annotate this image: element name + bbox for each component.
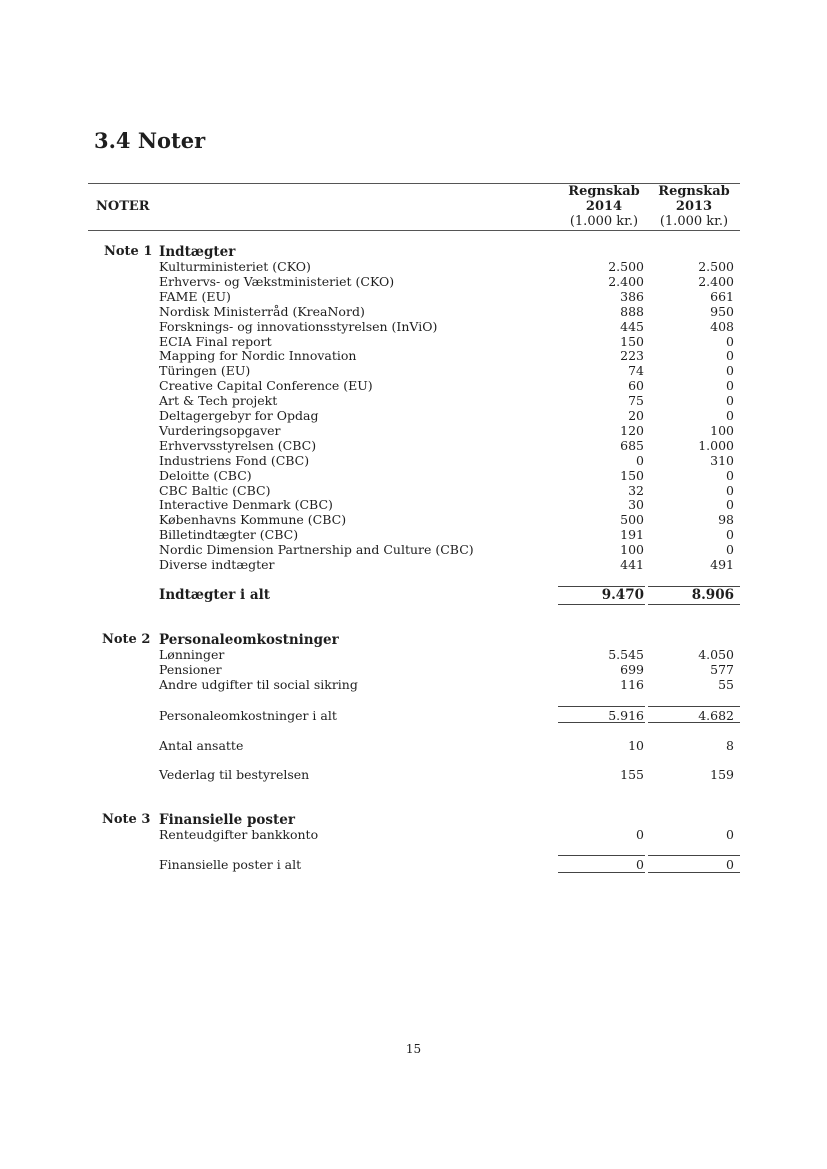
row-label: Mapping for Nordic Innovation	[159, 348, 357, 364]
row-value-2014: 30	[628, 497, 644, 513]
row-label: Deloitte (CBC)	[159, 467, 252, 483]
page-number: 15	[405, 1042, 422, 1056]
row-label: Renteudgifter bankkonto	[159, 827, 319, 842]
row-value-2014: 32	[628, 482, 644, 498]
row-label: Andre udgifter til social sikring	[159, 676, 358, 692]
row-value-2014: 75	[628, 393, 644, 409]
total-underline-2013	[648, 604, 740, 605]
row-value-2014: 0	[636, 452, 644, 468]
header-bottom-rule	[88, 230, 740, 231]
row-value-2013: 2.500	[698, 259, 734, 274]
note-1-label: Note 1	[104, 244, 153, 259]
row-label: Interactive Denmark (CBC)	[159, 497, 333, 513]
total-underline-2014	[558, 604, 645, 605]
row-value-2014: 888	[620, 303, 644, 319]
row-value-2013: 0	[726, 363, 734, 379]
page-title: 3.4 Noter	[94, 128, 206, 153]
row-value-2013: 577	[710, 661, 734, 677]
row-value-2013: 100	[710, 422, 734, 438]
row-value-2013: 0	[726, 827, 734, 842]
row-label: Erhvervs- og Vækstministeriet (CKO)	[159, 273, 395, 289]
row-value-2013: 55	[718, 676, 734, 692]
column-header-2014	[559, 184, 649, 229]
note-2-title: Personaleomkostninger	[159, 632, 339, 648]
row-label: Diverse indtægter	[159, 557, 275, 572]
note-3-title: Finansielle poster	[159, 812, 295, 828]
note-3-total-2014: 0	[636, 857, 644, 872]
row-value-2013: 0	[726, 333, 734, 349]
row-value-2014: 100	[620, 542, 644, 558]
row-value-2013: 408	[710, 318, 734, 334]
note-3-total-underline-2013	[648, 872, 740, 873]
row-value-2014: 20	[628, 408, 644, 423]
row-value-2013: 4.050	[698, 647, 734, 662]
row-label: Erhvervsstyrelsen (CBC)	[159, 437, 317, 453]
row-value-2014: 386	[620, 288, 644, 304]
row-value-2014: 150	[620, 333, 644, 349]
row-value-2014: 441	[620, 557, 644, 572]
row-value-2014: 500	[620, 512, 644, 528]
row-label: FAME (EU)	[159, 288, 231, 304]
row-label: Industriens Fond (CBC)	[159, 452, 310, 468]
row-label: Art & Tech projekt	[159, 393, 278, 409]
row-value-2014: 60	[628, 378, 644, 394]
row-value-2013: 0	[726, 497, 734, 513]
row-value-2013: 98	[718, 512, 734, 528]
note-3-total-rule-2013	[648, 855, 740, 856]
row-value-2014: 150	[620, 467, 644, 483]
row-label: Billetindtægter (CBC)	[159, 527, 299, 543]
row-value-2014: 223	[620, 348, 644, 364]
row-value-2013: 0	[726, 527, 734, 543]
note-1-total-2013: 8.906	[691, 587, 734, 603]
note-2-total-label: Personaleomkostninger i alt	[159, 708, 337, 723]
row-value-2014: 699	[620, 661, 644, 677]
row-label: Kulturministeriet (CKO)	[159, 259, 311, 274]
row-label: Deltagergebyr for Opdag	[159, 408, 319, 423]
row-label: Lønninger	[159, 647, 225, 662]
employees-2013: 8	[726, 738, 734, 753]
noter-header-label: NOTER	[96, 199, 150, 214]
note-3-total-2013: 0	[726, 857, 734, 872]
row-value-2013: 1.000	[698, 437, 734, 453]
note-2-total-2013: 4.682	[698, 708, 734, 723]
note-1-title: Indtægter	[159, 244, 236, 260]
row-label: Københavns Kommune (CBC)	[159, 512, 347, 528]
row-value-2014: 5.545	[608, 647, 644, 662]
employees-label: Antal ansatte	[159, 738, 244, 753]
note-3-total-underline-2014	[558, 872, 645, 873]
note-2-total-underline-2013	[648, 722, 740, 723]
row-label: ECIA Final report	[159, 333, 272, 349]
column-header-2013	[649, 184, 739, 229]
row-value-2014: 74	[628, 363, 644, 379]
column-title-2013: Regnskab	[658, 184, 730, 199]
row-value-2014: 2.400	[608, 273, 644, 289]
row-value-2013: 0	[726, 408, 734, 423]
column-unit-2014: (1.000 kr.)	[569, 214, 639, 229]
row-label: Creative Capital Conference (EU)	[159, 378, 373, 394]
row-value-2014: 120	[620, 422, 644, 438]
column-unit-2013: (1.000 kr.)	[659, 214, 729, 229]
row-value-2014: 685	[620, 437, 644, 453]
row-value-2013: 0	[726, 482, 734, 498]
row-label: Vurderingsopgaver	[159, 422, 281, 438]
note-3-total-rule-2014	[558, 855, 645, 856]
row-value-2013: 0	[726, 393, 734, 409]
note-2-total-rule-2014	[558, 706, 645, 707]
row-label: Türingen (EU)	[159, 363, 251, 379]
board-fee-2013: 159	[710, 767, 734, 782]
row-value-2014: 191	[620, 527, 644, 543]
row-value-2013: 0	[726, 467, 734, 483]
column-year-2014: 2014	[585, 199, 623, 214]
row-label: Nordic Dimension Partnership and Culture (CBC)	[159, 542, 474, 558]
row-value-2013: 661	[710, 288, 734, 304]
board-fee-label: Vederlag til bestyrelsen	[159, 767, 310, 782]
row-value-2014: 2.500	[608, 259, 644, 274]
row-value-2013: 2.400	[698, 273, 734, 289]
board-fee-2014: 155	[620, 767, 644, 782]
row-value-2013: 0	[726, 542, 734, 558]
row-value-2014: 445	[620, 318, 644, 334]
column-year-2013: 2013	[675, 199, 713, 214]
row-label: Pensioner	[159, 661, 222, 677]
row-value-2013: 310	[710, 452, 734, 468]
row-value-2014: 116	[620, 676, 644, 692]
row-value-2013: 0	[726, 378, 734, 394]
row-value-2013: 491	[710, 557, 734, 572]
note-3-total-label: Finansielle poster i alt	[159, 857, 302, 872]
row-value-2014: 0	[636, 827, 644, 842]
note-2-total-underline-2014	[558, 722, 645, 723]
row-label: CBC Baltic (CBC)	[159, 482, 271, 498]
note-2-total-2014: 5.916	[608, 708, 644, 723]
note-2-total-rule-2013	[648, 706, 740, 707]
note-3-label: Note 3	[102, 812, 151, 827]
column-title-2014: Regnskab	[568, 184, 640, 199]
row-value-2013: 0	[726, 348, 734, 364]
note-1-total-label: Indtægter i alt	[159, 587, 270, 603]
row-label: Forsknings- og innovationsstyrelsen (InViO)	[159, 318, 438, 334]
row-value-2013: 950	[710, 303, 734, 319]
note-2-label: Note 2	[102, 632, 151, 647]
row-label: Nordisk Ministerråd (KreaNord)	[159, 303, 365, 319]
note-1-total-2014: 9.470	[601, 587, 644, 603]
employees-2014: 10	[628, 738, 644, 753]
